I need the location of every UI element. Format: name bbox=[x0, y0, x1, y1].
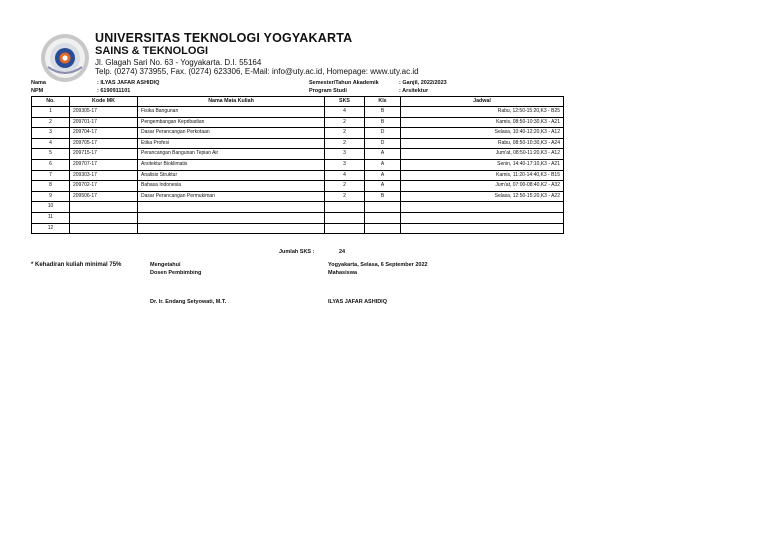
cell-class: B bbox=[365, 117, 401, 128]
table-row bbox=[32, 202, 564, 213]
student-label: Mahasiswa bbox=[328, 270, 358, 276]
column-header: Jadwal bbox=[401, 97, 564, 107]
cell-sks: 4 bbox=[325, 170, 365, 181]
cell-course: Dasar Perancangan Perkotaan bbox=[138, 128, 325, 139]
cell-sks: 2 bbox=[325, 191, 365, 202]
cell-sks: 3 bbox=[325, 149, 365, 160]
total-sks-label: Jumlah SKS : bbox=[279, 249, 315, 255]
cell-course: Analisis Struktur bbox=[138, 170, 325, 181]
cell-schedule: Jum'at, 08:50-11:20,K3 - A12 bbox=[401, 149, 564, 160]
cell-sks bbox=[325, 223, 365, 234]
program-value: : Arsitektur bbox=[399, 88, 429, 94]
university-logo-icon bbox=[40, 33, 90, 83]
cell-schedule: Selasa, 10:40-12:20,K3 - A12 bbox=[401, 128, 564, 139]
cell-class bbox=[365, 223, 401, 234]
table-row bbox=[32, 149, 564, 160]
attendance-note: * Kehadiran kuliah minimal 75% bbox=[31, 262, 122, 268]
column-header: SKS bbox=[325, 97, 365, 107]
place-date: Yogyakarta, Selasa, 6 September 2022 bbox=[328, 262, 428, 268]
student-name: ILYAS JAFAR ASHIDIQ bbox=[328, 299, 387, 305]
cell-schedule: Senin, 14:40-17:10,K3 - A21 bbox=[401, 159, 564, 170]
cell-course: Arsitektur Bioklimatis bbox=[138, 159, 325, 170]
cell-schedule bbox=[401, 212, 564, 223]
cell-code: 209305-17 bbox=[70, 107, 138, 118]
cell-sks: 2 bbox=[325, 181, 365, 192]
cell-course bbox=[138, 223, 325, 234]
cell-code: 209702-17 bbox=[70, 181, 138, 192]
cell-class: A bbox=[365, 149, 401, 160]
cell-schedule: Jum'at, 07:00-08:40,K2 - A32 bbox=[401, 181, 564, 192]
cell-no: 11 bbox=[32, 212, 70, 223]
column-header: No. bbox=[32, 97, 70, 107]
cell-no: 9 bbox=[32, 191, 70, 202]
cell-class: B bbox=[365, 107, 401, 118]
cell-code: 209704-17 bbox=[70, 128, 138, 139]
cell-class: A bbox=[365, 159, 401, 170]
cell-sks: 3 bbox=[325, 159, 365, 170]
cell-no: 2 bbox=[32, 117, 70, 128]
cell-sks: 4 bbox=[325, 107, 365, 118]
cell-no: 1 bbox=[32, 107, 70, 118]
cell-no: 6 bbox=[32, 159, 70, 170]
cell-no: 8 bbox=[32, 181, 70, 192]
column-header: Kode MK bbox=[70, 97, 138, 107]
course-table bbox=[31, 96, 564, 234]
cell-course bbox=[138, 212, 325, 223]
program-label: Program Studi bbox=[309, 88, 347, 94]
cell-code: 209715-17 bbox=[70, 149, 138, 160]
cell-code: 209506-17 bbox=[70, 191, 138, 202]
npm-value: : 6190911101 bbox=[97, 88, 131, 94]
cell-code: 209701-17 bbox=[70, 117, 138, 128]
approve-label: Mengetahui bbox=[150, 262, 181, 268]
cell-code bbox=[70, 202, 138, 213]
cell-no: 10 bbox=[32, 202, 70, 213]
cell-sks bbox=[325, 212, 365, 223]
cell-class: D bbox=[365, 128, 401, 139]
cell-course bbox=[138, 202, 325, 213]
cell-course: Etika Profesi bbox=[138, 138, 325, 149]
table-row bbox=[32, 107, 564, 118]
faculty-name: SAINS & TEKNOLOGI bbox=[95, 45, 209, 57]
cell-no: 3 bbox=[32, 128, 70, 139]
advisor-label: Dosen Pembimbing bbox=[150, 270, 202, 276]
semester-value: : Ganjil, 2022/2023 bbox=[399, 80, 447, 86]
cell-code bbox=[70, 212, 138, 223]
column-header: Nama Mata Kuliah bbox=[138, 97, 325, 107]
cell-class bbox=[365, 212, 401, 223]
table-row bbox=[32, 223, 564, 234]
table-row bbox=[32, 117, 564, 128]
cell-schedule: Selasa, 12:50-15:20,K3 - A22 bbox=[401, 191, 564, 202]
table-row bbox=[32, 170, 564, 181]
cell-course: Dasar Perancangan Permukiman bbox=[138, 191, 325, 202]
name-label: Nama bbox=[31, 80, 46, 86]
cell-code: 209705-17 bbox=[70, 138, 138, 149]
table-row bbox=[32, 212, 564, 223]
cell-no: 5 bbox=[32, 149, 70, 160]
table-row bbox=[32, 181, 564, 192]
cell-schedule: Rabu, 12:50-15:20,K3 - B25 bbox=[401, 107, 564, 118]
name-value: : ILYAS JAFAR ASHIDIQ bbox=[97, 80, 160, 86]
cell-schedule bbox=[401, 202, 564, 213]
table-row bbox=[32, 128, 564, 139]
cell-code: 209303-17 bbox=[70, 170, 138, 181]
table-row bbox=[32, 159, 564, 170]
npm-label: NPM bbox=[31, 88, 44, 94]
cell-schedule bbox=[401, 223, 564, 234]
cell-class: A bbox=[365, 170, 401, 181]
cell-course: Perancangan Bangunan Tepian Air bbox=[138, 149, 325, 160]
semester-label: Semester/Tahun Akademik bbox=[309, 80, 379, 86]
cell-class bbox=[365, 202, 401, 213]
cell-sks: 2 bbox=[325, 128, 365, 139]
table-row bbox=[32, 138, 564, 149]
cell-class: B bbox=[365, 191, 401, 202]
cell-class: D bbox=[365, 138, 401, 149]
advisor-name: Dr. Ir. Endang Setyowati, M.T. bbox=[150, 299, 227, 305]
cell-course: Bahasa Indonesia bbox=[138, 181, 325, 192]
cell-no: 7 bbox=[32, 170, 70, 181]
cell-code: 209707-17 bbox=[70, 159, 138, 170]
table-row bbox=[32, 191, 564, 202]
address-line: Jl. Glagah Sari No. 63 - Yogyakarta. D.I. 55164 bbox=[95, 58, 262, 67]
university-name: UNIVERSITAS TEKNOLOGI YOGYAKARTA bbox=[95, 31, 353, 45]
cell-class: A bbox=[365, 181, 401, 192]
cell-sks: 2 bbox=[325, 138, 365, 149]
cell-course: Pengembangan Kepribadian bbox=[138, 117, 325, 128]
cell-schedule: Kamis, 11:20-14:40,K3 - B15 bbox=[401, 170, 564, 181]
total-sks-value: 24 bbox=[339, 249, 346, 255]
cell-code bbox=[70, 223, 138, 234]
contact-line: Telp. (0274) 373955, Fax. (0274) 623306, E-Mail: info@uty.ac.id, Homepage: www.uty.ac.id bbox=[95, 67, 419, 76]
cell-course: Fisika Bangunan bbox=[138, 107, 325, 118]
column-header: Kls bbox=[365, 97, 401, 107]
cell-no: 4 bbox=[32, 138, 70, 149]
cell-schedule: Kamis, 08:50-10:30,K3 - A21 bbox=[401, 117, 564, 128]
table-header-row bbox=[32, 97, 564, 107]
cell-schedule: Rabu, 08:50-10:30,K3 - A24 bbox=[401, 138, 564, 149]
cell-sks: 2 bbox=[325, 117, 365, 128]
cell-sks bbox=[325, 202, 365, 213]
cell-no: 12 bbox=[32, 223, 70, 234]
